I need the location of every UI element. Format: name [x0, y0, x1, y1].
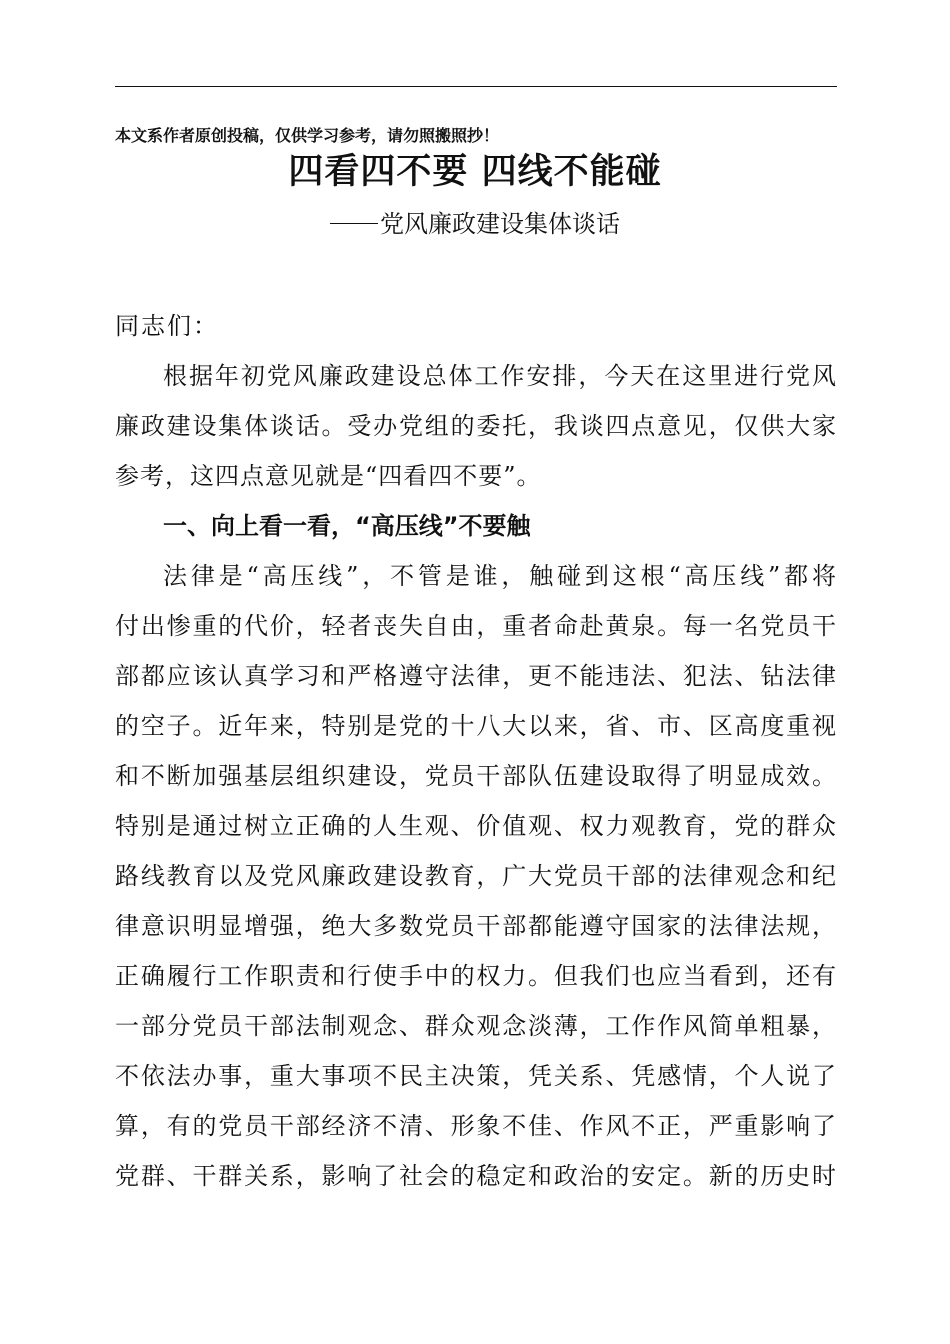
intro-line: 根据年初党风廉政建设总体工作安排，今天在这里进行党风: [163, 362, 837, 390]
subtitle-dash: [330, 223, 378, 224]
body-line: 的空子。近年来，特别是党的十八大以来，省、市、区高度重视: [115, 712, 837, 740]
body-line: 一部分党员干部法制观念、群众观念淡薄，工作作风简单粗暴，: [115, 1012, 837, 1040]
copyright-notice: 本文系作者原创投稿，仅供学习参考，请勿照搬照抄！: [115, 126, 500, 145]
body-line: 付出惨重的代价，轻者丧失自由，重者命赴黄泉。每一名党员干: [115, 612, 837, 640]
salutation: 同志们：: [115, 312, 219, 340]
body-line: 算，有的党员干部经济不清、形象不佳、作风不正，严重影响了: [115, 1112, 837, 1140]
intro-line: 廉政建设集体谈话。受办党组的委托，我谈四点意见，仅供大家: [115, 412, 837, 440]
intro-line: 参考，这四点意见就是“四看四不要”。: [115, 462, 542, 490]
body-line: 部都应该认真学习和严格遵守法律，更不能违法、犯法、钻法律: [115, 662, 837, 690]
body-line: 和不断加强基层组织建设，党员干部队伍建设取得了明显成效。: [115, 762, 837, 790]
body-line: 路线教育以及党风廉政建设教育，广大党员干部的法律观念和纪: [115, 862, 837, 890]
section-heading: 一、向上看一看，“高压线”不要触: [163, 512, 531, 540]
body-line: 党群、干群关系，影响了社会的稳定和政治的安定。新的历史时: [115, 1162, 837, 1190]
subtitle-text: 党风廉政建设集体谈话: [380, 210, 620, 238]
body-line: 律意识明显增强，绝大多数党员干部都能遵守国家的法律法规，: [115, 912, 837, 940]
body-line: 法律是“高压线”，不管是谁，触碰到这根“高压线”都将: [163, 562, 837, 590]
body-line: 不依法办事，重大事项不民主决策，凭关系、凭感情，个人说了: [115, 1062, 837, 1090]
document-title: 四看四不要 四线不能碰: [288, 151, 662, 192]
header-rule: [115, 86, 837, 87]
body-line: 正确履行工作职责和行使手中的权力。但我们也应当看到，还有: [115, 962, 837, 990]
body-line: 特别是通过树立正确的人生观、价值观、权力观教育，党的群众: [115, 812, 837, 840]
document-subtitle: [0, 206, 950, 242]
